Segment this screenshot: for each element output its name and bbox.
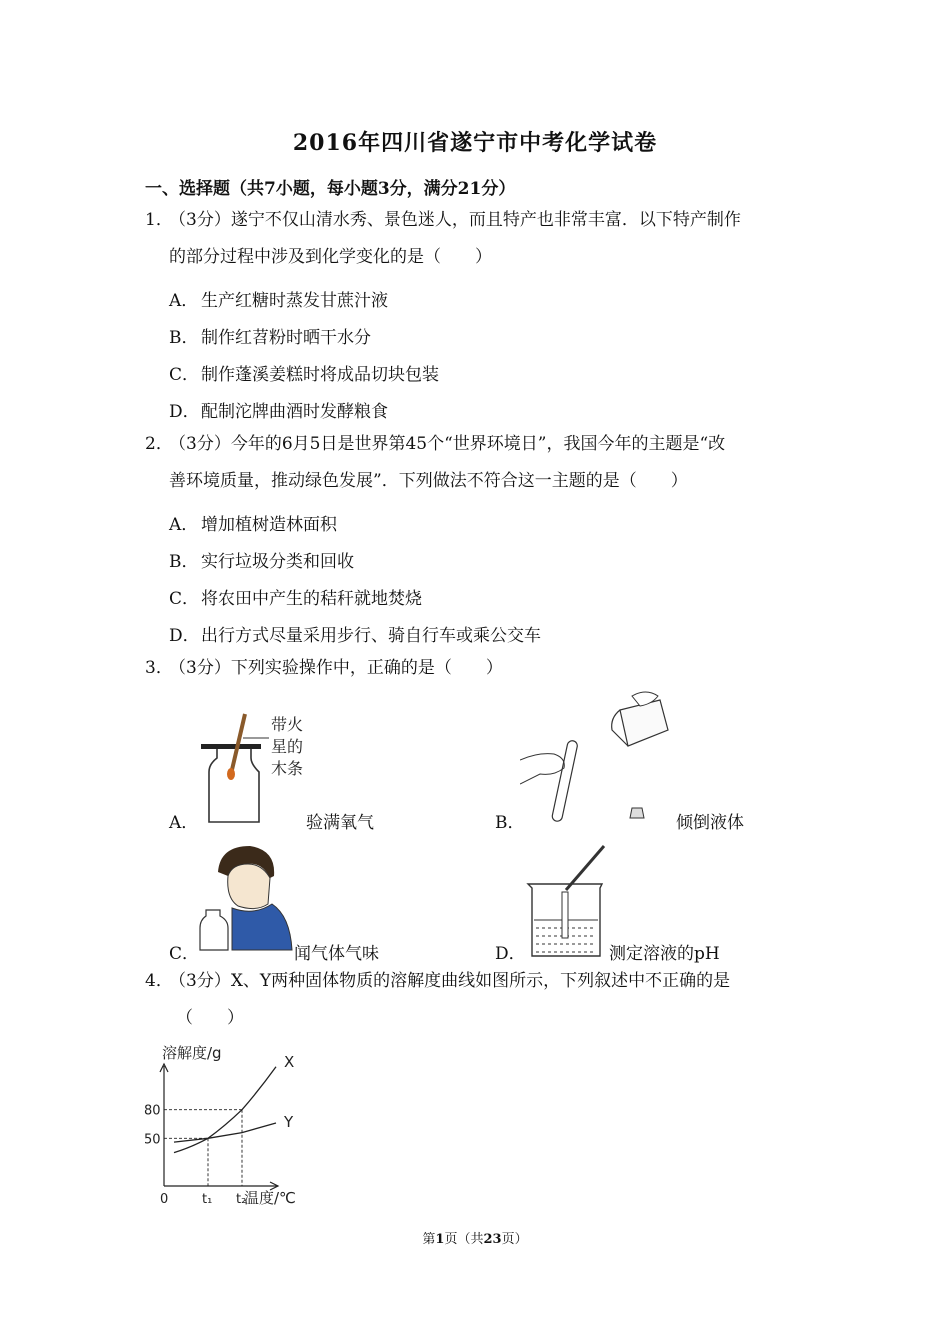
smelling-gas-figure [198,842,293,952]
option-b [169,547,354,572]
ph-paper [562,892,568,938]
y-tick-label: 80 [144,1103,161,1119]
pouring-liquid-figure [520,690,670,830]
option-text: 配制沱牌曲酒时发酵粮食 [201,402,388,422]
option-label: C． [169,944,200,964]
option-text: 验满氧气 [306,813,374,833]
y-tick-label: 50 [144,1132,161,1148]
option-text: 制作红苕粉时晒干水分 [201,328,371,348]
x-tick-label: t₁ [202,1192,213,1207]
option-text: 制作蓬溪姜糕时将成品切块包装 [201,365,439,385]
figure-label-line: 木条 [271,759,304,778]
question-text-line: （3分）今年的6月5日是世界第45个“世界环境日”，我国今年的主题是“改 [169,434,726,454]
gas-bottle [200,910,228,950]
question-text-line: 的部分过程中涉及到化学变化的是（ ） [169,247,492,267]
option-a [169,510,337,535]
option-label: C． [169,589,200,609]
option-text: 测定溶液的pH [609,944,720,964]
footer-mid: 页（共 [444,1232,484,1247]
option-label: D． [169,402,200,422]
option-label: B． [169,552,199,572]
question-text-line: 善环境质量，推动绿色发展”．下列做法不符合这一主题的是（ ） [169,471,688,491]
option-c [169,360,439,385]
figure-label-line: 带火 [271,715,304,734]
question-number: 3． [145,658,173,678]
person-face [228,864,270,909]
reagent-bottle [620,700,668,746]
option-text: 闻气体气味 [294,944,379,964]
option-label: A． [169,515,199,535]
footer-total-pages: 23 [483,1232,502,1247]
glass-plate [201,744,261,749]
option-text: 增加植树造林面积 [201,515,337,535]
section-heading: 一、选择题（共7小题，每小题3分，满分21分） [145,179,516,199]
option-text: 实行垃圾分类和回收 [201,552,354,572]
question-number: 4． [145,971,173,991]
figure-label-line: 星的 [271,737,304,756]
page-title: 2016年四川省遂宁市中考化学试卷 [292,130,658,156]
question-number: 1． [145,210,173,230]
page-footer [0,1228,950,1247]
option-label: A． [169,291,199,311]
question-text-line: （3分）下列实验操作中，正确的是（ ） [169,658,503,678]
test-tube [551,740,578,822]
option-c [169,584,422,609]
series-label-x: X [284,1052,295,1071]
question-text-line: （ ） [176,1008,244,1028]
bottle-stopper [630,808,644,818]
option-b [169,323,371,348]
footer-page-number: 1 [435,1232,445,1247]
glowing-tip [227,768,235,780]
option-text: 倾倒液体 [676,813,744,833]
option-label: D． [495,944,526,964]
solubility-chart [140,1036,320,1211]
option-label: D． [169,626,200,646]
person-shirt [232,904,292,950]
option-a [169,286,388,311]
option-label: B． [169,328,199,348]
y-axis-label: 溶解度/g [162,1044,222,1062]
question-text-line: （3分）X、Y两种固体物质的溶解度曲线如图所示，下列叙述中不正确的是 [169,971,731,991]
x-tick-label: t₂ [236,1192,247,1207]
footer-suffix: 页） [501,1232,528,1247]
option-text: 出行方式尽量采用步行、骑自行车或乘公交车 [201,626,541,646]
question-number: 2． [145,434,173,454]
option-d [169,621,541,646]
option-text: 生产红糖时蒸发甘蔗汁液 [201,291,388,311]
option-label: C． [169,365,200,385]
option-d [169,397,388,422]
option-label: B． [495,813,525,833]
question-text-line: （3分）遂宁不仅山清水秀、景色迷人，而且特产也非常丰富．以下特产制作 [169,210,741,230]
footer-prefix: 第 [422,1232,436,1247]
option-label: A． [169,813,199,833]
series-label-y: Y [284,1113,294,1132]
oxygen-test-figure [195,708,320,828]
origin-label: 0 [160,1192,169,1207]
option-text: 将农田中产生的秸秆就地焚烧 [201,589,422,609]
series-curve-y [174,1123,276,1142]
ph-test-figure [526,844,610,962]
hand-left [520,754,564,784]
x-axis-label: 温度/℃ [244,1189,296,1207]
